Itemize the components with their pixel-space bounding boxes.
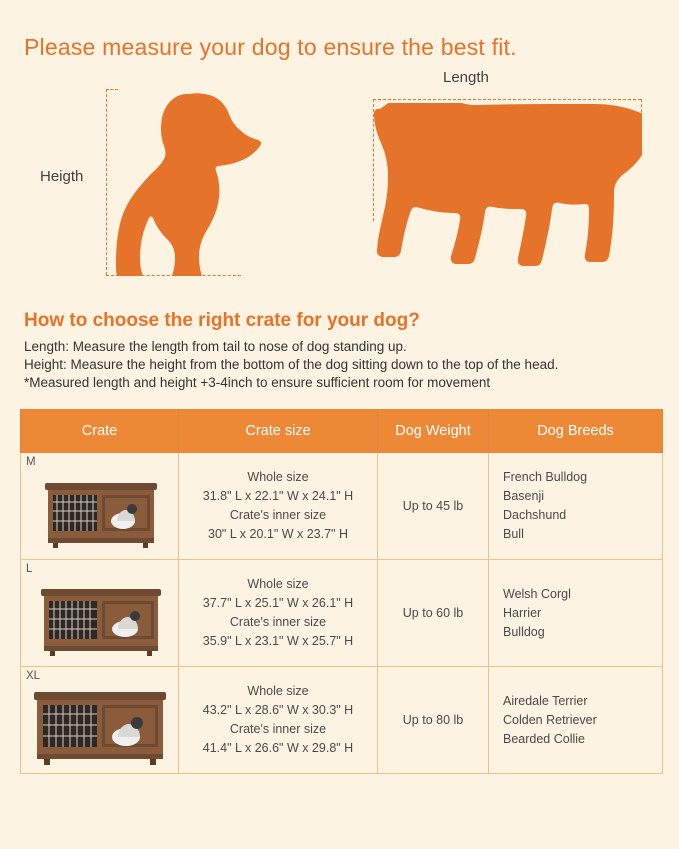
size-line: Whole size (247, 577, 309, 591)
length-dimension-line (373, 99, 641, 100)
table-header-row (21, 410, 663, 453)
dog-breeds-cell (489, 453, 663, 560)
crate-cell (21, 453, 179, 560)
dog-crate-furniture-medium-icon (21, 475, 178, 552)
dog-crate-furniture-large-icon (21, 581, 178, 660)
header-dog-weight: Dog Weight (378, 410, 489, 453)
breed-item: Airedale Terrier (503, 693, 588, 708)
header-dog-breeds: Dog Breeds (489, 410, 663, 453)
dog-standing-silhouette-icon (370, 103, 642, 280)
guide-text (24, 338, 661, 391)
height-tick-top (106, 89, 118, 90)
size-line: 41.4" L x 26.6" W x 29.8" H (202, 741, 354, 755)
size-line: Crate's inner size (229, 722, 327, 736)
table-row (21, 667, 663, 774)
breed-item: Bull (503, 527, 524, 541)
size-line: Crate's inner size (229, 508, 327, 522)
crate-size-cell (179, 667, 378, 774)
guide-line-1: Length: Measure the length from tail to nose of dog standing up. (24, 339, 407, 354)
guide-title: How to choose the right crate for your dog? (24, 310, 420, 331)
page-title: Please measure your dog to ensure the best fit. (24, 34, 517, 60)
breed-item: Bearded Collie (503, 731, 585, 746)
size-line: 37.7" L x 25.1" W x 26.1" H (202, 596, 354, 610)
table-row (21, 560, 663, 667)
crate-cell (21, 667, 179, 774)
height-dimension-line (106, 89, 107, 275)
dog-sitting-silhouette-icon (113, 91, 263, 284)
breed-item: French Bulldog (503, 470, 588, 484)
dog-breeds-cell (489, 667, 663, 774)
size-tag: L (26, 563, 33, 575)
length-label: Length (443, 69, 489, 86)
header-crate: Crate (21, 410, 179, 453)
size-line: Whole size (247, 470, 309, 484)
size-line: 43.2" L x 28.6" W x 30.3" H (202, 703, 354, 717)
crate-size-cell (179, 453, 378, 560)
crate-size-cell (179, 560, 378, 667)
dog-weight-cell: Up to 45 lb (378, 453, 489, 560)
dog-weight-cell: Up to 80 lb (378, 667, 489, 774)
table-row (21, 453, 663, 560)
measurement-diagram (18, 69, 661, 308)
size-line: Crate's inner size (229, 615, 327, 629)
dog-weight-cell: Up to 60 lb (378, 560, 489, 667)
breed-item: Dachshund (503, 508, 567, 522)
height-label: Heigth (40, 168, 84, 185)
size-tag: M (26, 456, 36, 468)
breed-item: Harrier (503, 605, 542, 620)
breed-item: Bulldog (503, 624, 545, 639)
crate-cell (21, 560, 179, 667)
guide-line-2: Height: Measure the height from the bottom of the dog sitting down to the top of the head. (24, 357, 559, 372)
breed-item: Welsh Corgl (503, 586, 571, 601)
breed-item: Basenji (503, 489, 544, 503)
dog-breeds-cell (489, 560, 663, 667)
guide-line-3: *Measured length and height +3-4inch to ensure sufficient room for movement (24, 375, 491, 390)
size-line: Whole size (247, 684, 309, 698)
breed-item: Colden Retriever (503, 712, 597, 727)
size-tag: XL (26, 670, 41, 682)
size-line: 35.9" L x 23.1" W x 25.7" H (202, 634, 354, 648)
size-line: 30" L x 20.1" W x 23.7" H (208, 527, 348, 541)
header-crate-size: Crate size (179, 410, 378, 453)
size-line: 31.8" L x 22.1" W x 24.1" H (202, 489, 354, 503)
size-table (20, 409, 663, 774)
dog-crate-furniture-xlarge-icon (21, 686, 178, 769)
